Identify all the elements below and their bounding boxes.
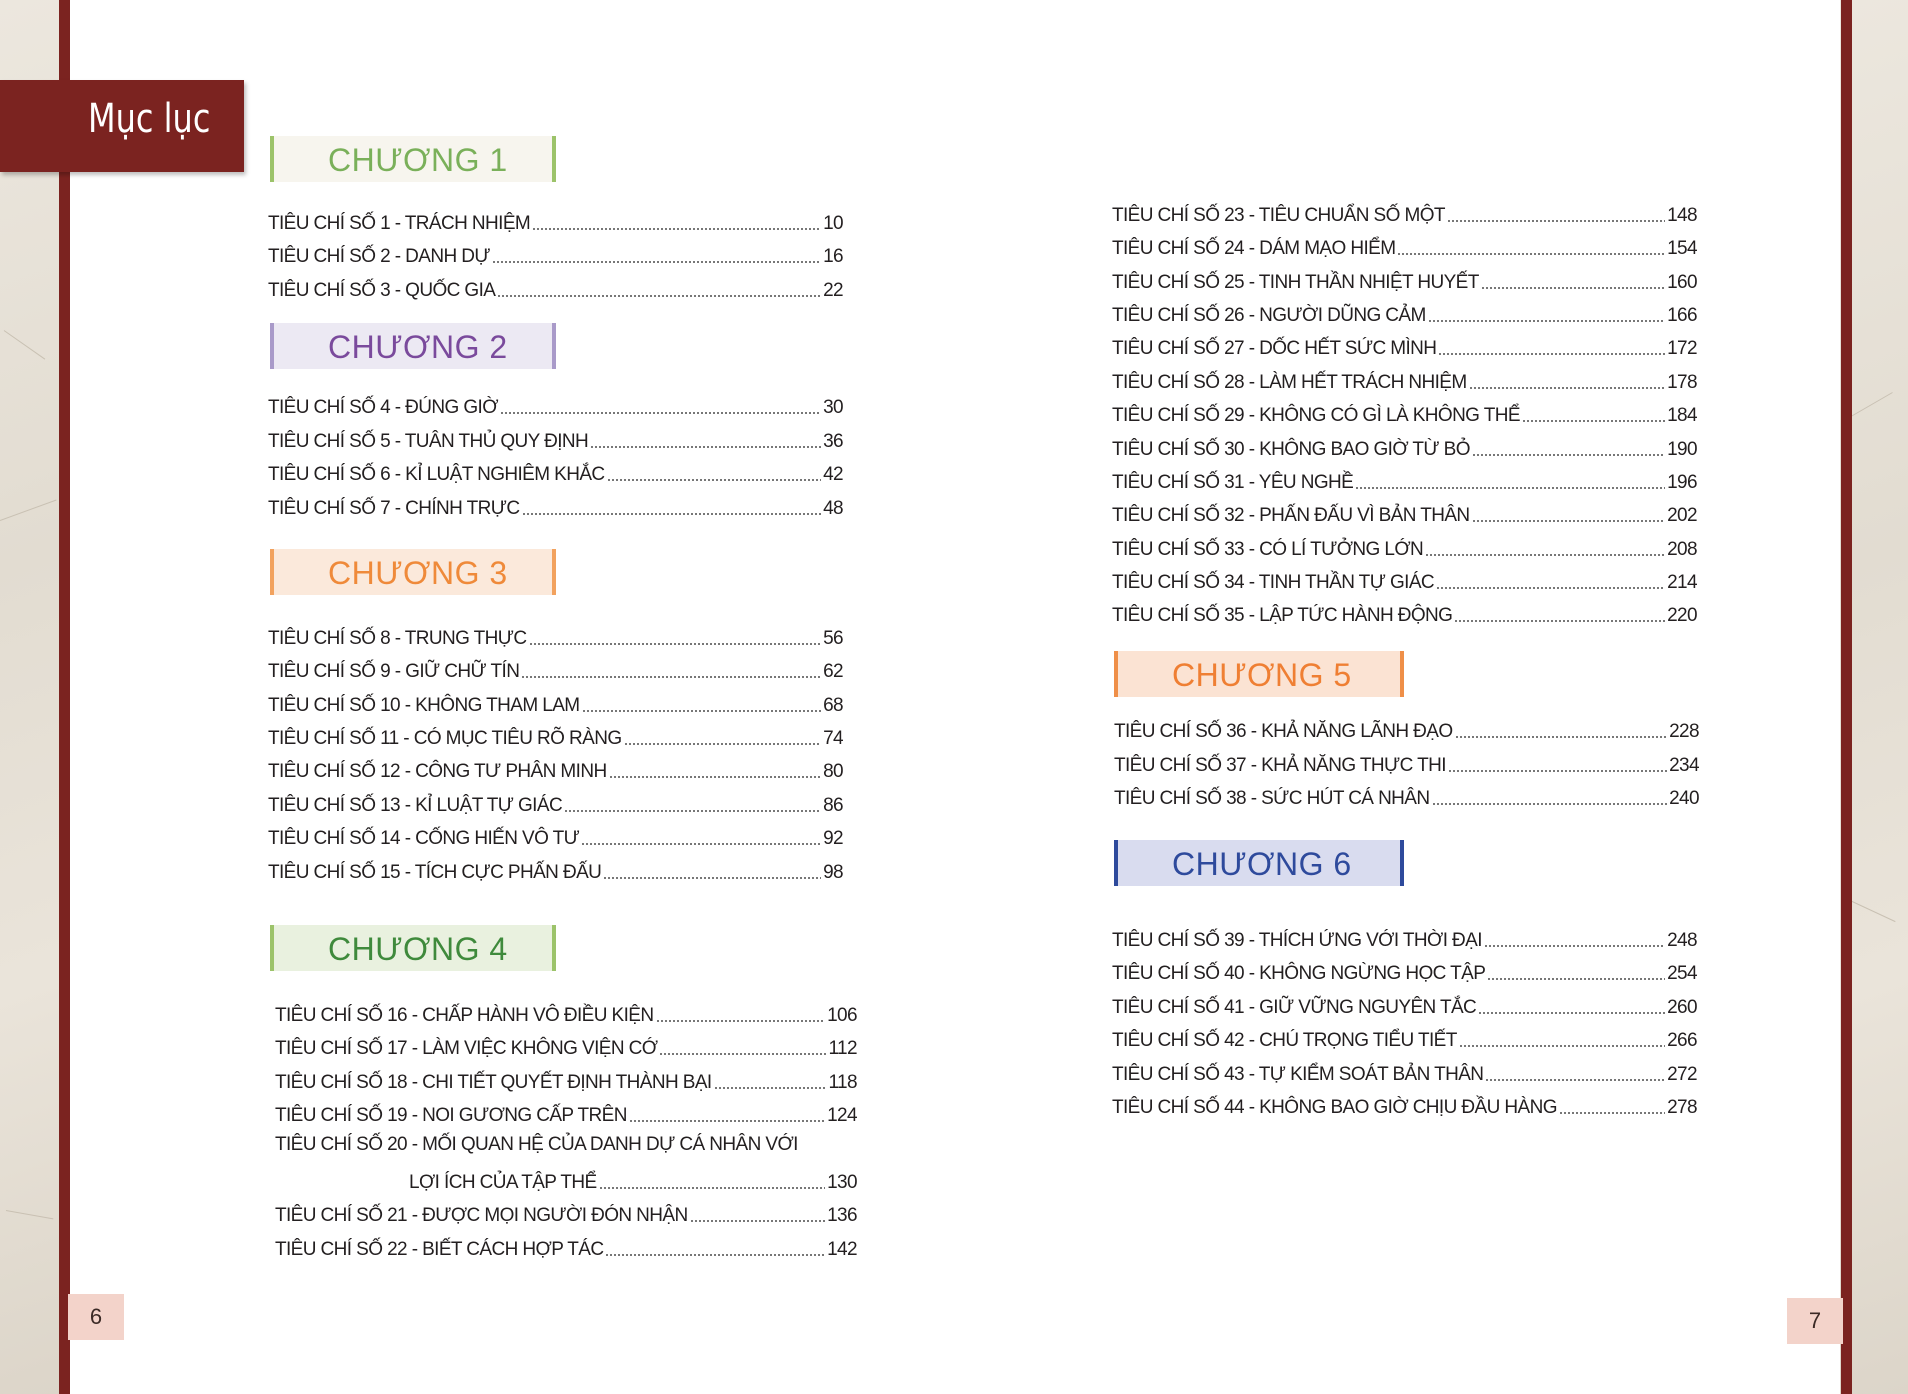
chapter-1-label: CHƯƠNG 1 (328, 142, 508, 178)
page-number-right: 7 (1787, 1298, 1843, 1344)
chapter-2-header (270, 323, 556, 369)
chapter-1-header (270, 136, 556, 182)
page-number-left: 6 (68, 1294, 124, 1340)
chapter-4-header (270, 925, 556, 971)
toc-entry-31[interactable]: TIÊU CHÍ SỐ 31 - YÊU NGHỀ 196 (1112, 472, 1697, 493)
toc-entry-14[interactable]: TIÊU CHÍ SỐ 14 - CỐNG HIẾN VÔ TƯ 92 (268, 828, 843, 849)
chapter-5-header (1114, 651, 1404, 697)
toc-entry-44[interactable]: TIÊU CHÍ SỐ 44 - KHÔNG BAO GIỜ CHỊU ĐẦU HÀNG 278 (1112, 1097, 1697, 1118)
chapter-6-header (1114, 840, 1404, 886)
toc-entry-17[interactable]: TIÊU CHÍ SỐ 17 - LÀM VIỆC KHÔNG VIỆN CỚ 112 (275, 1038, 857, 1059)
toc-entry-20-line1[interactable]: TIÊU CHÍ SỐ 20 - MỐI QUAN HỆ CỦA DANH DỰ CÁ NHÂN VỚI (275, 1134, 798, 1155)
toc-entry-5[interactable]: TIÊU CHÍ SỐ 5 - TUÂN THỦ QUY ĐỊNH 36 (268, 431, 843, 452)
chapter-3-label: CHƯƠNG 3 (328, 555, 508, 591)
toc-entry-23[interactable]: TIÊU CHÍ SỐ 23 - TIÊU CHUẨN SỐ MỘT 148 (1112, 205, 1697, 226)
chapter-5-label: CHƯƠNG 5 (1172, 657, 1352, 693)
toc-entry-13[interactable]: TIÊU CHÍ SỐ 13 - KỈ LUẬT TỰ GIÁC 86 (268, 795, 843, 816)
chapter-2-label: CHƯƠNG 2 (328, 329, 508, 365)
toc-entry-21[interactable]: TIÊU CHÍ SỐ 21 - ĐƯỢC MỌI NGƯỜI ĐÓN NHẬN 136 (275, 1205, 857, 1226)
toc-entry-25[interactable]: TIÊU CHÍ SỐ 25 - TINH THẦN NHIỆT HUYẾT 160 (1112, 272, 1697, 293)
toc-entry-7[interactable]: TIÊU CHÍ SỐ 7 - CHÍNH TRỰC 48 (268, 498, 843, 519)
toc-entry-18[interactable]: TIÊU CHÍ SỐ 18 - CHI TIẾT QUYẾT ĐỊNH THÀNH BẠI 118 (275, 1072, 857, 1093)
toc-entry-35[interactable]: TIÊU CHÍ SỐ 35 - LẬP TỨC HÀNH ĐỘNG 220 (1112, 605, 1697, 626)
toc-entry-10[interactable]: TIÊU CHÍ SỐ 10 - KHÔNG THAM LAM 68 (268, 695, 843, 716)
toc-entry-24[interactable]: TIÊU CHÍ SỐ 24 - DÁM MẠO HIỂM 154 (1112, 238, 1697, 259)
chapter-3-header (270, 549, 556, 595)
toc-entry-9[interactable]: TIÊU CHÍ SỐ 9 - GIỮ CHỮ TÍN 62 (268, 661, 843, 682)
toc-entry-3[interactable]: TIÊU CHÍ SỐ 3 - QUỐC GIA 22 (268, 280, 843, 301)
toc-entry-15[interactable]: TIÊU CHÍ SỐ 15 - TÍCH CỰC PHẤN ĐẤU 98 (268, 862, 843, 883)
toc-entry-26[interactable]: TIÊU CHÍ SỐ 26 - NGƯỜI DŨNG CẢM 166 (1112, 305, 1697, 326)
toc-entry-30[interactable]: TIÊU CHÍ SỐ 30 - KHÔNG BAO GIỜ TỪ BỎ 190 (1112, 439, 1697, 460)
toc-entry-40[interactable]: TIÊU CHÍ SỐ 40 - KHÔNG NGỪNG HỌC TẬP 254 (1112, 963, 1697, 984)
toc-entry-11[interactable]: TIÊU CHÍ SỐ 11 - CÓ MỤC TIÊU RÕ RÀNG 74 (268, 728, 843, 749)
chapter-6-label: CHƯƠNG 6 (1172, 846, 1352, 882)
toc-entry-42[interactable]: TIÊU CHÍ SỐ 42 - CHÚ TRỌNG TIỂU TIẾT 266 (1112, 1030, 1697, 1051)
toc-entry-34[interactable]: TIÊU CHÍ SỐ 34 - TINH THẦN TỰ GIÁC 214 (1112, 572, 1697, 593)
toc-entry-1[interactable]: TIÊU CHÍ SỐ 1 - TRÁCH NHIỆM 10 (268, 213, 843, 234)
chapter-4-label: CHƯƠNG 4 (328, 931, 508, 967)
toc-entry-41[interactable]: TIÊU CHÍ SỐ 41 - GIỮ VỮNG NGUYÊN TẮC 260 (1112, 997, 1697, 1018)
toc-entry-22[interactable]: TIÊU CHÍ SỐ 22 - BIẾT CÁCH HỢP TÁC 142 (275, 1239, 857, 1260)
toc-entry-32[interactable]: TIÊU CHÍ SỐ 32 - PHẤN ĐẤU VÌ BẢN THÂN 202 (1112, 505, 1697, 526)
toc-entry-38[interactable]: TIÊU CHÍ SỐ 38 - SỨC HÚT CÁ NHÂN 240 (1114, 788, 1699, 809)
toc-entry-29[interactable]: TIÊU CHÍ SỐ 29 - KHÔNG CÓ GÌ LÀ KHÔNG THỂ 184 (1112, 405, 1697, 426)
toc-entry-20-line2[interactable]: LỢI ÍCH CỦA TẬP THỂ 130 (409, 1172, 857, 1193)
toc-entry-19[interactable]: TIÊU CHÍ SỐ 19 - NOI GƯƠNG CẤP TRÊN 124 (275, 1105, 857, 1126)
toc-entry-2[interactable]: TIÊU CHÍ SỐ 2 - DANH DỰ 16 (268, 246, 843, 267)
toc-entry-6[interactable]: TIÊU CHÍ SỐ 6 - KỈ LUẬT NGHIÊM KHẮC 42 (268, 464, 843, 485)
toc-entry-28[interactable]: TIÊU CHÍ SỐ 28 - LÀM HẾT TRÁCH NHIỆM 178 (1112, 372, 1697, 393)
toc-entry-4[interactable]: TIÊU CHÍ SỐ 4 - ĐÚNG GIỜ 30 (268, 397, 843, 418)
toc-entry-12[interactable]: TIÊU CHÍ SỐ 12 - CÔNG TƯ PHÂN MINH 80 (268, 761, 843, 782)
toc-title: Mục lục (88, 96, 211, 142)
toc-entry-8[interactable]: TIÊU CHÍ SỐ 8 - TRUNG THỰC 56 (268, 628, 843, 649)
spine-left (59, 0, 70, 1394)
toc-entry-36[interactable]: TIÊU CHÍ SỐ 36 - KHẢ NĂNG LÃNH ĐẠO 228 (1114, 721, 1699, 742)
toc-entry-43[interactable]: TIÊU CHÍ SỐ 43 - TỰ KIỂM SOÁT BẢN THÂN 272 (1112, 1064, 1697, 1085)
paper-texture-left (0, 0, 68, 1394)
toc-entry-16[interactable]: TIÊU CHÍ SỐ 16 - CHẤP HÀNH VÔ ĐIỀU KIỆN 106 (275, 1005, 857, 1026)
toc-title-banner (0, 80, 244, 172)
toc-entry-27[interactable]: TIÊU CHÍ SỐ 27 - DỐC HẾT SỨC MÌNH 172 (1112, 338, 1697, 359)
toc-entry-39[interactable]: TIÊU CHÍ SỐ 39 - THÍCH ỨNG VỚI THỜI ĐẠI 248 (1112, 930, 1697, 951)
toc-entry-37[interactable]: TIÊU CHÍ SỐ 37 - KHẢ NĂNG THỰC THI 234 (1114, 755, 1699, 776)
spine-right (1841, 0, 1852, 1394)
toc-entry-33[interactable]: TIÊU CHÍ SỐ 33 - CÓ LÍ TƯỞNG LỚN 208 (1112, 539, 1697, 560)
